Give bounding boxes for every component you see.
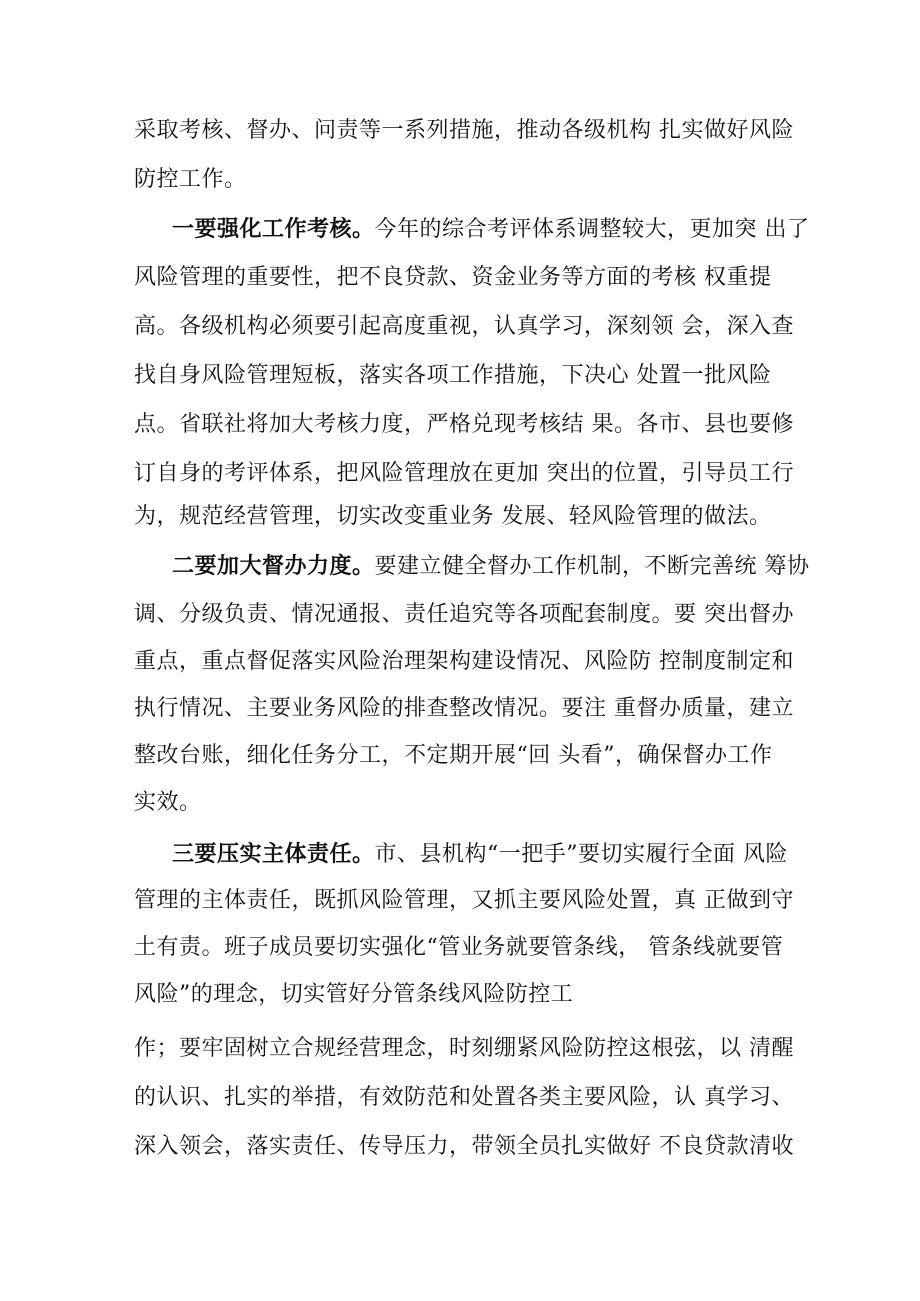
- text-line: 防控工作。: [134, 167, 247, 192]
- text-line: 风险”的理念，切实管好分管条线风险防控工: [134, 982, 574, 1007]
- text-line: 土有责。班子成员要切实强化“管业务就要管条线， 管条线就要管: [134, 935, 784, 960]
- text-line: 执行情况、主要业务风险的排查整改情况。要注 重督办质量，建立: [134, 696, 794, 721]
- text-line: 采取考核、督办、问责等一系列措施，推动各级机构 扎实做好风险: [134, 118, 794, 143]
- text-line: 订自身的考评体系，把风险管理放在更加 突出的位置，引导员工行: [134, 461, 794, 486]
- text-line: 管理的主体责任，既抓风险管理，又抓主要风险处置，真 正做到守: [134, 888, 794, 913]
- text-line: 的认识、扎实的举措，有效防范和处置各类主要风险，认 真学习、: [134, 1085, 794, 1110]
- paragraph-heading: 二要加大督办力度。: [172, 553, 375, 579]
- text-run: 今年的综合考评体系调整较大，更加突 出了: [374, 217, 810, 242]
- paragraph-heading-line: [172, 212, 810, 246]
- text-line: 作；要牢固树立合规经营理念，时刻绷紧风险防控这根弦，以 清醒: [134, 1036, 794, 1061]
- text-run: 要建立健全督办工作机制，不断完善统 筹协: [374, 554, 810, 579]
- paragraph-heading-line: [172, 549, 810, 583]
- text-line: 点。省联社将加大考核力度，严格兑现考核结 果。各市、县也要修: [134, 412, 794, 437]
- text-line: 风险管理的重要性，把不良贷款、资金业务等方面的考核 权重提: [134, 265, 772, 290]
- text-line: 调、分级负责、情况通报、责任追究等各项配套制度。要 突出督办: [134, 602, 794, 627]
- text-line: 实效。: [134, 790, 202, 815]
- text-line: 为，规范经营管理，切实改变重业务 发展、轻风险管理的做法。: [134, 504, 772, 529]
- text-line: 找自身风险管理短板，落实各项工作措施，下决心 处置一批风险: [134, 363, 772, 388]
- text-run: 市、县机构“一把手”要切实履行全面 风险: [374, 842, 789, 867]
- paragraph-heading: 一要强化工作考核。: [172, 216, 375, 242]
- text-line: 重点，重点督促落实风险治理架构建设情况、风险防 控制度制定和: [134, 649, 794, 674]
- paragraph-heading-line: [172, 837, 788, 871]
- text-line: 整改台账，细化任务分工，不定期开展“回 头看”，确保督办工作: [134, 743, 773, 768]
- text-line: 深入领会，落实责任、传导压力，带领全员扎实做好 不良贷款清收: [134, 1134, 794, 1159]
- text-line: 高。各级机构必须要引起高度重视，认真学习，深刻领 会，深入查: [134, 314, 794, 339]
- paragraph-heading: 三要压实主体责任。: [172, 841, 375, 867]
